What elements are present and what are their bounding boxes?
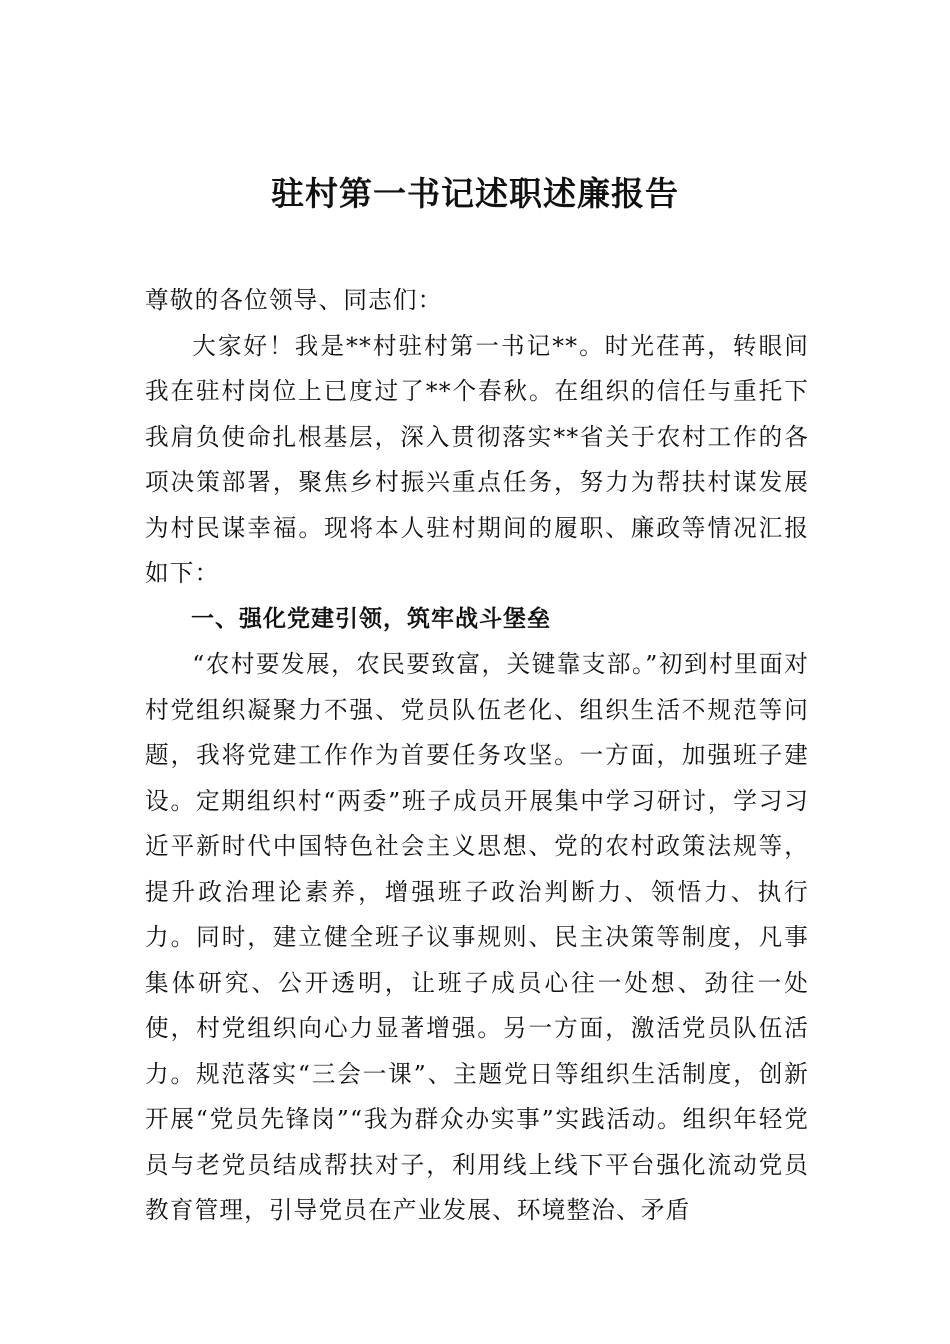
intro-paragraph: 大家好！我是**村驻村第一书记**。时光荏苒，转眼间我在驻村岗位上已度过了**个春秋。在组织的信任与重托下我肩负使命扎根基层，深入贯彻落实**省关于农村工作的各项决策部署，聚焦乡村振兴重点任务，努力为帮扶村谋发展为村民谋幸福。现将本人驻村期间的履职、廉政等情况汇报如下： <box>145 331 809 587</box>
document-body <box>145 278 809 1234</box>
salutation: 尊敬的各位领导、同志们： <box>145 286 443 314</box>
section-heading: 一、强化党建引领，筑牢战斗堡垒 <box>191 605 551 632</box>
section-paragraph: “农村要发展，农民要致富，关键靠支部。”初到村里面对村党组织凝聚力不强、党员队伍老化、组织生活不规范等问题，我将党建工作作为首要任务攻坚。一方面，加强班子建设。定期组织村“两委”班子成员开展集中学习研讨，学习习近平新时代中国特色社会主义思想、党的农村政策法规等，提升政治理论素养，增强班子政治判断力、领悟力、执行力。同时，建立健全班子议事规则、民主决策等制度，凡事集体研究、公开透明，让班子成员心往一处想、劲往一处使，村党组织向心力显著增强。另一方面，激活党员队伍活力。规范落实“三会一课”、主题党日等组织生活制度，创新开展“党员先锋岗”“我为群众办实事”实践活动。组织年轻党员与老党员结成帮扶对子，利用线上线下平台强化流动党员教育管理，引导党员在产业发展、环境整治、矛盾 <box>145 650 809 1224</box>
document-title: 驻村第一书记述职述廉报告 <box>271 174 679 213</box>
